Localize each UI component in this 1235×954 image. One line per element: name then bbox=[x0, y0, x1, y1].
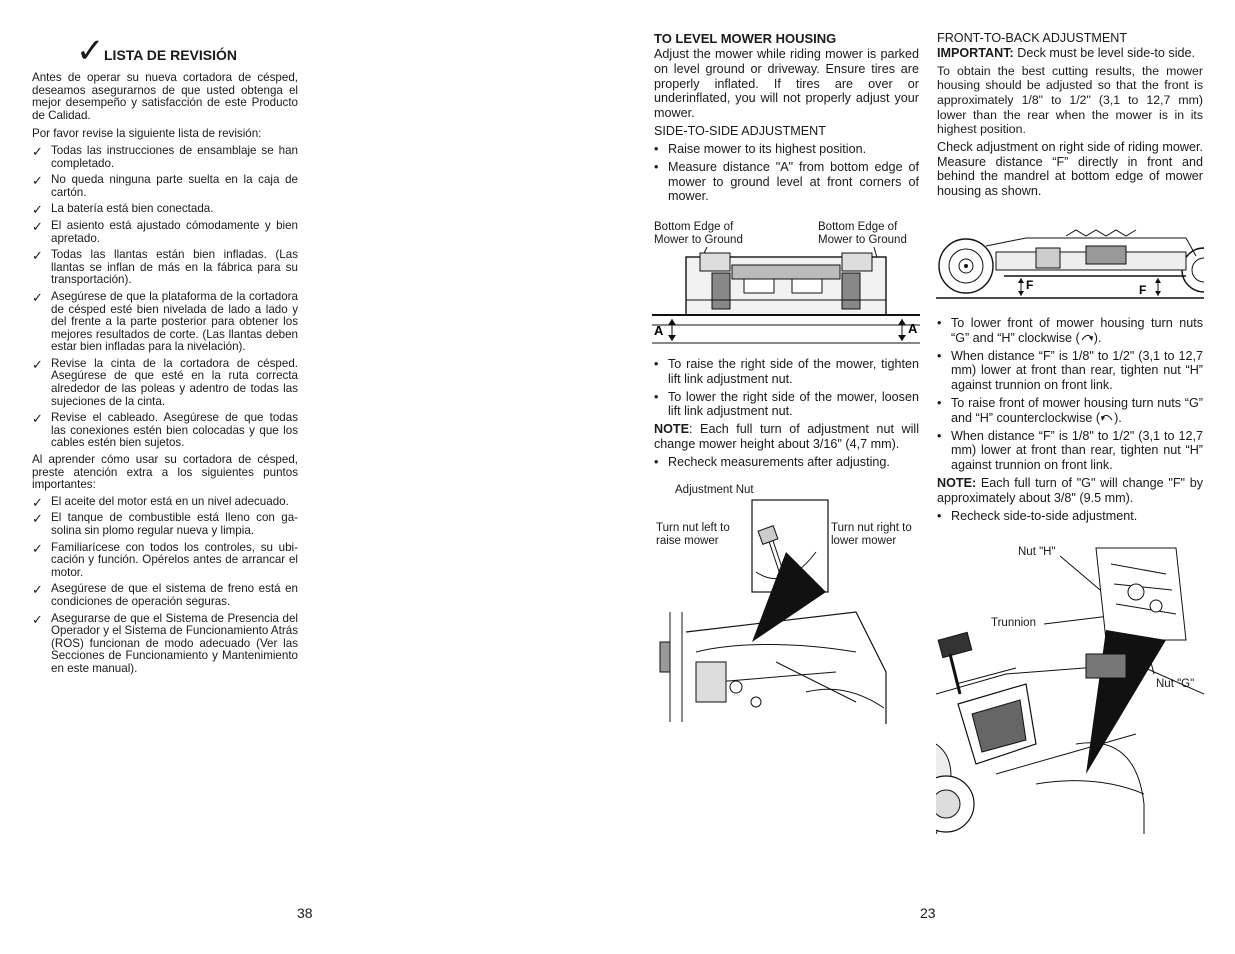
note-2: NOTE: Each full turn of "G" will change "F" by approximately about 3/8" (9.5 mm). bbox=[937, 475, 1203, 505]
mower-front-figure bbox=[652, 245, 920, 345]
note: NOTE: Each full turn of adjustment nut will change mower height about 3/16" (4,7 mm). bbox=[654, 422, 919, 451]
checklist-item bbox=[32, 583, 298, 608]
checkmark-icon: ✓ bbox=[32, 202, 43, 218]
checklist-item-text: Asegúrese de que la plataforma de la cortadora de césped esté bien nivelada de lado a lado y del frente a la parte posterior para obtener los mejores resultados de corte. (Las llantas deben estar bien infladas para la nivelación). bbox=[51, 289, 298, 354]
page-number-right: 23 bbox=[920, 905, 936, 921]
fig4-nut-h-label: Nut "H" bbox=[1018, 546, 1056, 558]
checklist-item-text: Todas las llantas están bien infladas. (Las llantas se inflan de más en la fábrica para su transportación). bbox=[51, 248, 298, 287]
checklist-item bbox=[32, 174, 298, 199]
section-heading: TO LEVEL MOWER HOUSING bbox=[654, 31, 837, 46]
step-item-text: To raise the right side of the mower, tighten lift link adjustment nut. bbox=[668, 357, 919, 386]
checklist-item bbox=[32, 358, 298, 408]
checklist-item bbox=[32, 249, 298, 287]
checkmark-icon: ✓ bbox=[32, 248, 43, 264]
intro-paragraph: Antes de operar su nueva cortadora de césped, deseamos asegurarnos de que usted obtenga el mejor desempeño y satisfacción de este Producto de Calidad. bbox=[32, 71, 298, 122]
important-note: IMPORTANT: Deck must be level side-to side. bbox=[937, 46, 1196, 60]
fig1-label-right: Bottom Edge of Mower to Ground bbox=[818, 221, 907, 246]
checkmark-icon: ✓ bbox=[32, 173, 43, 189]
checkmark-icon: ✓ bbox=[32, 494, 43, 510]
marker-f-front: F bbox=[1026, 278, 1034, 292]
checkmark-icon: ✓ bbox=[32, 582, 43, 598]
step-item bbox=[654, 390, 919, 420]
checklist-item-text: Asegurarse de que el Sistema de Presencia del Operador y el Sistema de Funcionamiento Atrás (ROS) funcionan de modo adecuado (Ver las Secciones de Funcionamiento y Mantenimiento en este manual). bbox=[51, 611, 298, 675]
step-item-text: Raise mower to its highest position. bbox=[668, 141, 867, 156]
checkmark-icon: ✓ bbox=[32, 143, 43, 159]
checklist-item-text: Revise el cableado. Asegúrese de que todas las conexiones estén bien colocadas y que los cables estén bien sujetos. bbox=[51, 411, 298, 450]
checklist-item bbox=[32, 291, 298, 354]
fig4-nut-g-label: Nut "G" bbox=[1156, 678, 1195, 690]
fig2-turn-left-label: Turn nut left to raise mower bbox=[656, 522, 730, 547]
checklist-item-text: Asegúrese de que el sistema de freno está en condiciones de operación seguras. bbox=[51, 582, 298, 608]
ftb-paragraph-2: Check adjustment on right side of riding mower. Measure distance “F” directly in front and behind the mandrel at bottom edge of mower housing as shown. bbox=[937, 139, 1203, 199]
checklist-item bbox=[32, 496, 298, 509]
checklist-item-text: El asiento está ajustado cómodamente y bien apretado. bbox=[51, 218, 298, 245]
bullet: • bbox=[654, 389, 659, 404]
ftb-step-4: • When distance “F” is 1/8" to 1/2" (3,1 to 12,7 mm) lower at front than rear, tighten nut “H” against trunnion on front link. bbox=[937, 428, 1203, 473]
recheck-item-2: • Recheck side-to-side adjustment. bbox=[937, 508, 1138, 523]
checklist-item-text: Revise la cinta de la cortadora de césped. Asegúrese de que esté en la ruta correcta alrededor de las poleas y adentro de todas las sujeciones de la cinta. bbox=[51, 356, 298, 408]
step-item-text: Measure distance "A" from bottom edge of mower to ground level at front corners of mower. bbox=[668, 159, 919, 204]
checkmark-icon: ✓ bbox=[32, 540, 43, 556]
adjust-steps-block bbox=[654, 357, 919, 473]
marker-a-right: A bbox=[908, 321, 918, 336]
checkmark-icon: ✓ bbox=[32, 511, 43, 527]
bullet: • bbox=[654, 141, 659, 156]
checklist-item-text: La batería está bien conectada. bbox=[51, 202, 214, 216]
checklist-item bbox=[32, 203, 298, 216]
nuts-trunnion-figure bbox=[936, 544, 1204, 834]
checklist-item-text: El aceite del motor está en un nivel adecuado. bbox=[51, 494, 289, 508]
level-mower-column bbox=[654, 31, 919, 207]
checklist-item bbox=[32, 145, 298, 170]
checkmark-icon: ✓ bbox=[32, 289, 43, 305]
checkmark-icon: ✓ bbox=[32, 411, 43, 427]
counterclockwise-icon bbox=[1100, 412, 1114, 422]
checkmark-icon: ✓ bbox=[76, 32, 105, 70]
checkmark-icon: ✓ bbox=[32, 356, 43, 372]
checklist-item bbox=[32, 412, 298, 450]
side-to-side-heading: SIDE-TO-SIDE ADJUSTMENT bbox=[654, 123, 826, 138]
checkmark-icon: ✓ bbox=[32, 611, 43, 627]
ftb-paragraph-1: To obtain the best cutting results, the mower housing should be adjusted so that the front is approximately 1/8" to 1/2" (3,1 to 12,7 mm) lower than the rear when the mower is in its highest position. bbox=[937, 63, 1203, 137]
fig1-label-left: Bottom Edge of Mower to Ground bbox=[654, 221, 743, 246]
checklist-important bbox=[32, 496, 298, 676]
step-item bbox=[654, 357, 919, 387]
ftb-step-3: • To raise front of mower housing turn nuts “G” and “H” counterclockwise ( ). bbox=[937, 395, 1203, 425]
side-steps-2 bbox=[654, 357, 919, 419]
left-column bbox=[32, 72, 298, 680]
checklist-item bbox=[32, 220, 298, 245]
marker-f-rear: F bbox=[1139, 283, 1147, 297]
page-number-left: 38 bbox=[297, 905, 313, 921]
intro-paragraph: Adjust the mower while riding mower is parked on level ground or driveway. Ensure tires are properly inflated. If tires are over or underinflated, you will not properly adjust your mower. bbox=[654, 47, 919, 121]
recheck-item: • Recheck measurements after adjusting. bbox=[654, 454, 890, 469]
step-item bbox=[654, 142, 919, 157]
checklist-item bbox=[32, 512, 298, 537]
checklist-item bbox=[32, 542, 298, 580]
ftb-step-2: • When distance “F” is 1/8" to 1/2" (3,1 to 12,7 mm) lower at front than rear, tighten nut “H” against trunnion on front link. bbox=[937, 348, 1203, 393]
side-steps bbox=[654, 142, 919, 204]
bullet: • bbox=[654, 357, 659, 371]
fig4-trunnion-label: Trunnion bbox=[991, 617, 1036, 629]
step-item-text: To lower the right side of the mower, loosen lift link adjustment nut. bbox=[668, 389, 919, 419]
checkmark-icon: ✓ bbox=[32, 218, 43, 234]
checklist-item-text: Todas las instrucciones de ensamblaje se han completado. bbox=[51, 143, 298, 170]
checklist-item-text: Familiarícese con todos los controles, su ubi- cación y función. Opérelos antes de arrancar el motor. bbox=[51, 540, 298, 579]
clockwise-icon bbox=[1080, 332, 1094, 342]
ftb-steps-block bbox=[937, 316, 1203, 526]
review-prompt: Por favor revise la siguiente lista de revisión: bbox=[32, 127, 262, 141]
page-title: LISTA DE REVISIÓN bbox=[104, 47, 238, 63]
fig2-adjustment-nut-label: Adjustment Nut bbox=[675, 484, 754, 496]
ftb-heading: FRONT-TO-BACK ADJUSTMENT bbox=[937, 31, 1128, 45]
bullet: • bbox=[654, 159, 659, 174]
checklist-item-text: El tanque de combustible está lleno con ga- solina sin plomo regular nueva y limpia. bbox=[51, 511, 298, 537]
adjustment-nut-figure bbox=[656, 492, 896, 724]
checklist-item-text: No queda ninguna parte suelta en la caja de cartón. bbox=[51, 173, 298, 199]
learning-intro: Al aprender cómo usar su cortadora de césped, preste atención extra a los siguientes puntos importantes: bbox=[32, 453, 298, 492]
front-to-back-column bbox=[937, 31, 1203, 199]
mower-side-figure bbox=[936, 226, 1204, 302]
checklist-item bbox=[32, 613, 298, 676]
step-item bbox=[654, 160, 919, 204]
marker-a-left: A bbox=[654, 323, 664, 338]
fig2-turn-right-label: Turn nut right to lower mower bbox=[831, 522, 912, 547]
ftb-step-1: • To lower front of mower housing turn nuts “G” and “H” clockwise ( ). bbox=[937, 316, 1203, 345]
checklist bbox=[32, 145, 298, 450]
